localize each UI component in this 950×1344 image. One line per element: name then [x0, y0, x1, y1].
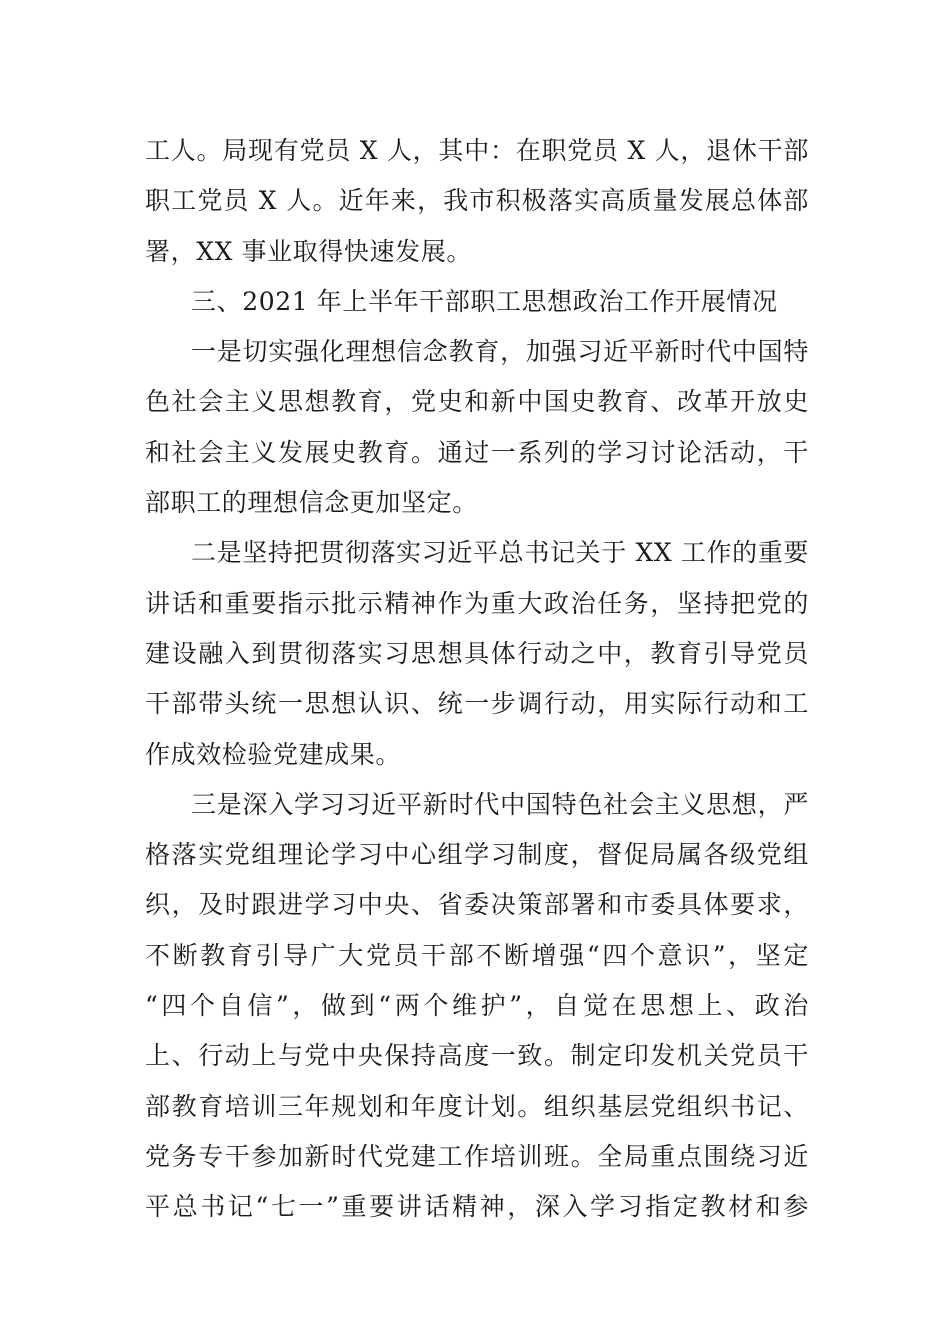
- text-line: “四个自信”，做到“两个维护”，自觉在思想上、政治: [145, 991, 809, 1021]
- heading-line: 三、2021 年上半年干部职工思想政治工作开展情况: [191, 286, 778, 316]
- text-line: 和社会主义发展史教育。通过一系列的学习讨论活动，干: [145, 437, 809, 467]
- document-body: [145, 126, 809, 1233]
- paragraph: [145, 327, 809, 528]
- text-line: 建设融入到贯彻落实习思想具体行动之中，教育引导党员: [145, 638, 809, 668]
- text-line: 部教育培训三年规划和年度计划。组织基层党组织书记、: [145, 1091, 809, 1121]
- section-heading: [145, 277, 809, 327]
- paragraph: [145, 780, 809, 1233]
- text-line: 上、行动上与党中央保持高度一致。制定印发机关党员干: [145, 1041, 809, 1071]
- text-line: 署，XX 事业取得快速发展。: [145, 236, 472, 266]
- text-line: 部职工的理想信念更加坚定。: [145, 488, 478, 518]
- text-line: 职工党员 X 人。近年来，我市积极落实高质量发展总体部: [145, 186, 809, 216]
- text-line: 讲话和重要指示批示精神作为重大政治任务，坚持把党的: [145, 588, 809, 618]
- text-line: 党务专干参加新时代党建工作培训班。全局重点围绕习近: [145, 1141, 809, 1171]
- text-line: 二是坚持把贯彻落实习近平总书记关于 XX 工作的重要: [191, 538, 809, 568]
- text-line: 色社会主义思想教育，党史和新中国史教育、改革开放史: [145, 387, 809, 417]
- paragraph-continuation: [145, 126, 809, 277]
- text-line: 不断教育引导广大党员干部不断增强“四个意识”，坚定: [145, 940, 809, 970]
- text-line: 织，及时跟进学习中央、省委决策部署和市委具体要求，: [145, 890, 809, 920]
- text-line: 工人。局现有党员 X 人，其中：在职党员 X 人，退休干部: [145, 136, 809, 165]
- text-line: 一是切实强化理想信念教育，加强习近平新时代中国特: [191, 337, 809, 367]
- text-line: 平总书记“七一”重要讲话精神，深入学习指定教材和参: [145, 1192, 809, 1222]
- text-line: 作成效检验党建成果。: [145, 739, 402, 769]
- text-line: 格落实党组理论学习中心组学习制度，督促局属各级党组: [145, 840, 809, 870]
- text-line: 干部带头统一思想认识、统一步调行动，用实际行动和工: [145, 689, 809, 719]
- text-line: 三是深入学习习近平新时代中国特色社会主义思想，严: [191, 789, 809, 819]
- paragraph: [145, 528, 809, 779]
